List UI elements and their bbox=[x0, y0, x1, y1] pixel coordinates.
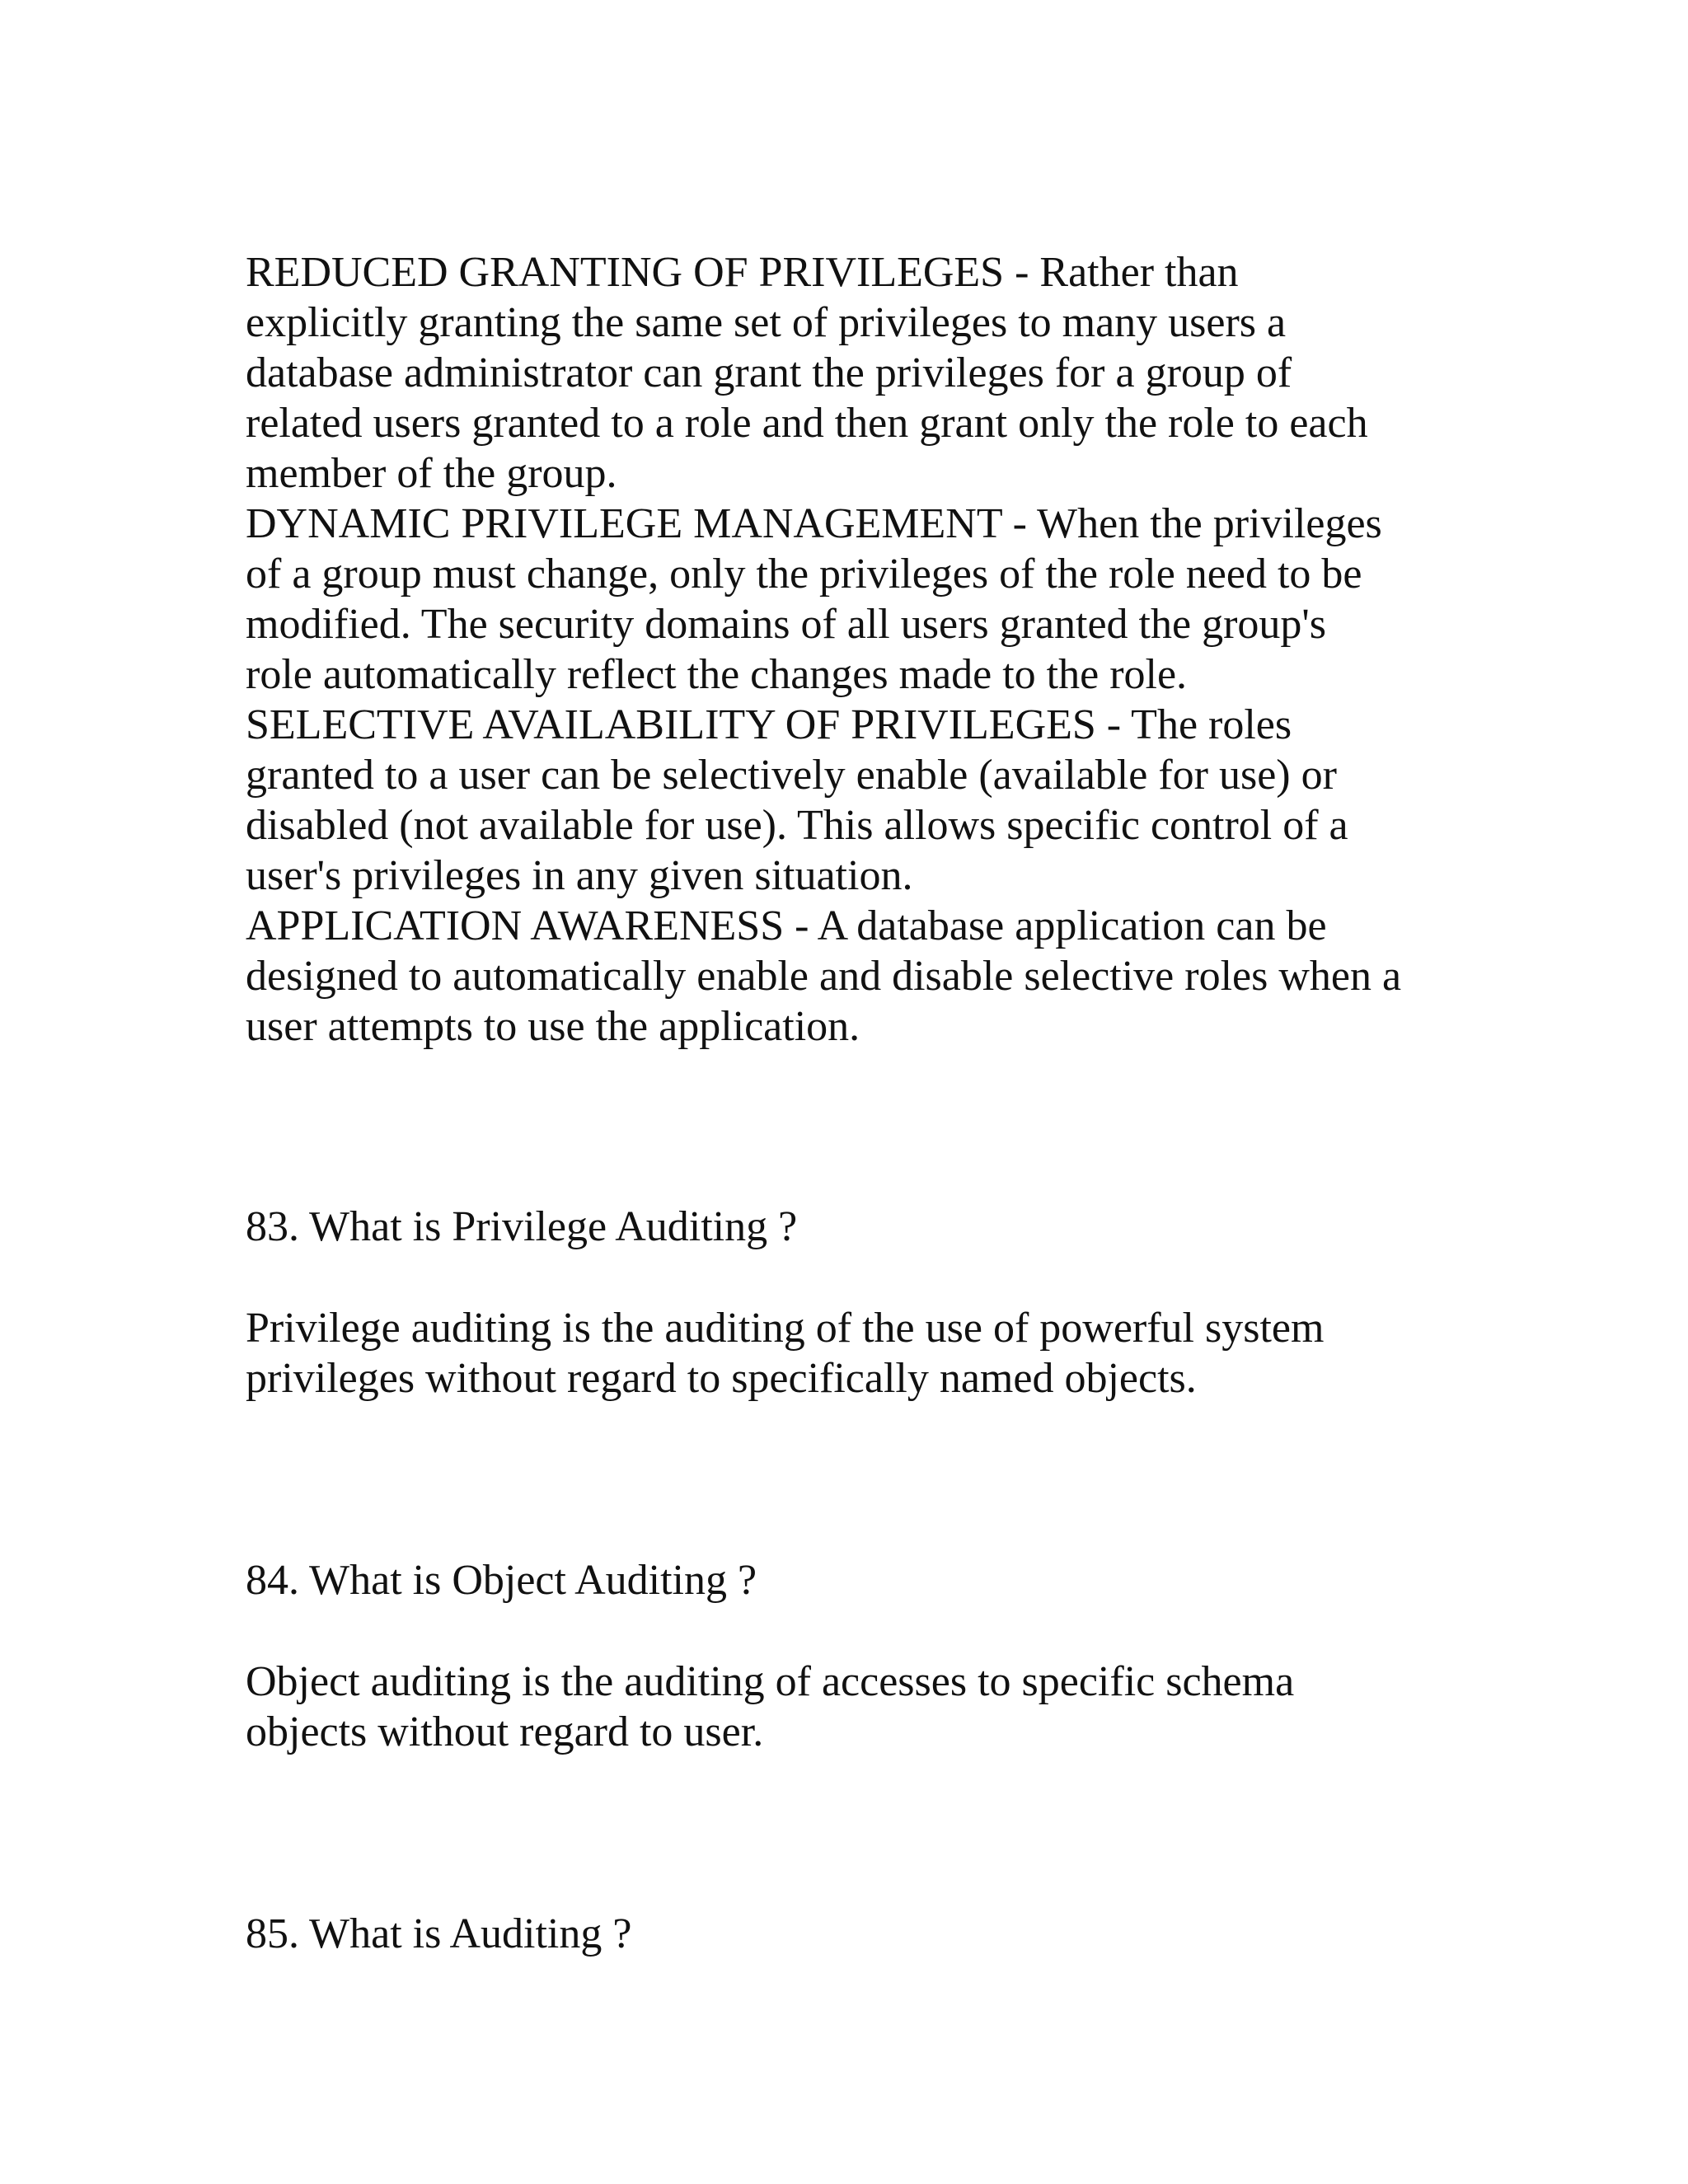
text-line: role automatically reflect the changes made to the role. bbox=[246, 651, 1188, 698]
answer-line: privileges without regard to specifically named objects. bbox=[246, 1355, 1197, 1402]
question-84 bbox=[246, 1555, 1457, 1605]
text-line: APPLICATION AWARENESS - A database application can be bbox=[246, 902, 1327, 949]
text-line: of a group must change, only the privileges of the role need to be bbox=[246, 551, 1362, 598]
document-content bbox=[246, 247, 1457, 1959]
text-line: DYNAMIC PRIVILEGE MANAGEMENT - When the privileges bbox=[246, 500, 1382, 547]
text-line: related users granted to a role and then grant only the role to each bbox=[246, 400, 1368, 447]
answer-line: Object auditing is the auditing of accesses to specific schema bbox=[246, 1658, 1295, 1705]
text-line: REDUCED GRANTING OF PRIVILEGES - Rather than bbox=[246, 249, 1239, 296]
answer-line: Privilege auditing is the auditing of the use of powerful system bbox=[246, 1305, 1325, 1352]
text-line: modified. The security domains of all users granted the group's bbox=[246, 601, 1326, 648]
text-line: user attempts to use the application. bbox=[246, 1003, 860, 1050]
text-line: disabled (not available for use). This allows specific control of a bbox=[246, 802, 1348, 849]
text-line: designed to automatically enable and disable selective roles when a bbox=[246, 953, 1402, 1000]
text-line: member of the group. bbox=[246, 450, 617, 497]
question-85 bbox=[246, 1909, 1457, 1959]
text-line: SELECTIVE AVAILABILITY OF PRIVILEGES - The roles bbox=[246, 701, 1292, 748]
question-text: 84. What is Object Auditing ? bbox=[246, 1557, 757, 1604]
answer-line: objects without regard to user. bbox=[246, 1708, 764, 1755]
text-line: granted to a user can be selectively enable (available for use) or bbox=[246, 752, 1337, 799]
answer-84 bbox=[246, 1657, 1457, 1757]
answer-83 bbox=[246, 1303, 1457, 1404]
text-line: database administrator can grant the privileges for a group of bbox=[246, 349, 1292, 396]
intro-paragraph bbox=[246, 247, 1457, 1052]
question-83 bbox=[246, 1202, 1457, 1252]
question-text: 85. What is Auditing ? bbox=[246, 1910, 632, 1957]
text-line: user's privileges in any given situation. bbox=[246, 852, 913, 899]
question-text: 83. What is Privilege Auditing ? bbox=[246, 1203, 798, 1250]
text-line: explicitly granting the same set of privileges to many users a bbox=[246, 299, 1287, 346]
